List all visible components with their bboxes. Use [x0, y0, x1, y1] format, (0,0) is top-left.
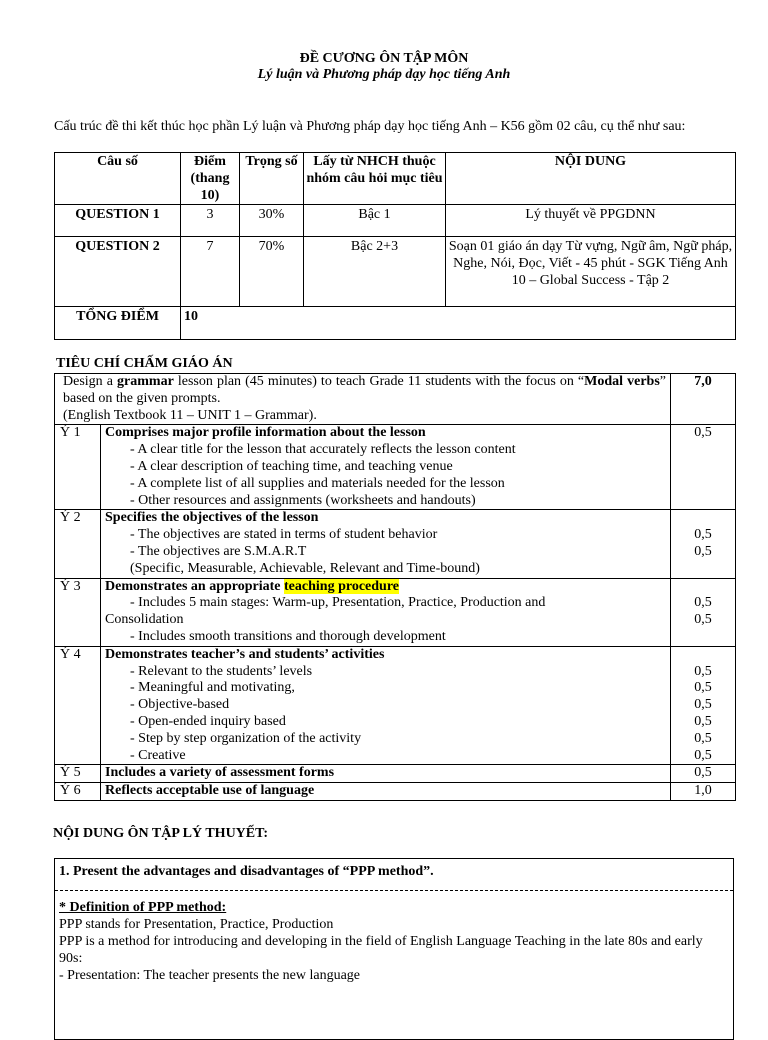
- review-line: PPP is a method for introducing and developing in the field of English Language Teaching in the late 80s and early 90s:: [59, 934, 703, 966]
- criterion-score: 0,5 0,5: [671, 510, 736, 578]
- criterion-score: 1,0: [671, 783, 736, 801]
- header-weight: Trọng số: [240, 153, 304, 205]
- task-description: Design a grammar lesson plan (45 minutes) to teach Grade 11 students with the focus on “Modal verbs” based on the given prompts. (English Textbook 11 – UNIT 1 – Grammar).: [55, 374, 671, 425]
- document-subtitle: Lý luận và Phương pháp dạy học tiếng Anh: [257, 67, 511, 82]
- document-title: ĐỀ CƯƠNG ÔN TẬP MÔN: [299, 51, 469, 66]
- review-body: [55, 891, 734, 1040]
- criterion-row-y4: [55, 646, 736, 765]
- criterion-score: 0,5: [671, 425, 736, 510]
- criterion-score: 0,5 0,5 0,5 0,5 0,5 0,5: [671, 646, 736, 765]
- table-row: [55, 237, 736, 307]
- exam-structure-table: [54, 152, 736, 340]
- criterion-content: Demonstrates teacher’s and students’ activities - Relevant to the students’ levels - Meaningful and motivating, - Objective-based - Open-ended inquiry based - Step by step organization of the activity - Creative: [101, 646, 671, 765]
- review-box: [54, 858, 734, 1040]
- criterion-label: Ý 2: [55, 510, 101, 578]
- review-line: PPP stands for Presentation, Practice, Production: [59, 917, 334, 932]
- criterion-label: Ý 3: [55, 578, 101, 646]
- criterion-score: 0,5: [671, 765, 736, 783]
- criterion-label: Ý 6: [55, 783, 101, 801]
- criteria-heading: TIÊU CHÍ CHẤM GIÁO ÁN: [56, 356, 233, 371]
- header-source: Lấy từ NHCH thuộc nhóm câu hỏi mục tiêu: [304, 153, 446, 205]
- criterion-label: Ý 5: [55, 765, 101, 783]
- weight-cell: 70%: [240, 237, 304, 307]
- total-label: TỔNG ĐIỂM: [55, 307, 181, 340]
- criteria-table: [54, 373, 736, 801]
- definition-heading: * Definition of PPP method:: [59, 900, 227, 915]
- score-cell: 7: [181, 237, 240, 307]
- review-heading: NỘI DUNG ÔN TẬP LÝ THUYẾT:: [53, 826, 269, 841]
- content-cell: Soạn 01 giáo án dạy Từ vựng, Ngữ âm, Ngữ pháp, Nghe, Nói, Đọc, Viết - 45 phút - SGK Tiếng Anh 10 – Global Success - Tập 2: [446, 237, 736, 307]
- header-question: Câu số: [55, 153, 181, 205]
- question-cell: QUESTION 2: [55, 237, 181, 307]
- highlighted-text: teaching procedure: [284, 578, 399, 594]
- criterion-content: Includes a variety of assessment forms: [101, 765, 671, 783]
- criterion-label: Ý 1: [55, 425, 101, 510]
- weight-cell: 30%: [240, 205, 304, 237]
- criterion-row-y5: [55, 765, 736, 783]
- task-score: 7,0: [671, 374, 736, 425]
- question-cell: QUESTION 1: [55, 205, 181, 237]
- criterion-score: 0,5 0,5: [671, 578, 736, 646]
- header-content: NỘI DUNG: [446, 153, 736, 205]
- task-row: [55, 374, 736, 425]
- criterion-row-y2: [55, 510, 736, 578]
- review-question-row: [55, 859, 734, 891]
- content-cell: Lý thuyết về PPGDNN: [446, 205, 736, 237]
- criterion-content: Reflects acceptable use of language: [101, 783, 671, 801]
- criterion-content: Demonstrates an appropriate teaching procedure - Includes 5 main stages: Warm-up, Presentation, Practice, Production and Consolidation - Includes smooth transitions and thorough development: [101, 578, 671, 646]
- review-question: 1. Present the advantages and disadvantages of “PPP method”.: [55, 859, 734, 891]
- criterion-row-y3: [55, 578, 736, 646]
- header-score: Điểm (thang 10): [181, 153, 240, 205]
- criterion-row-y1: [55, 425, 736, 510]
- criterion-content: Specifies the objectives of the lesson - The objectives are stated in terms of student behavior - The objectives are S.M.A.R.T (Specific, Measurable, Achievable, Relevant and Time-bound): [101, 510, 671, 578]
- criterion-row-y6: [55, 783, 736, 801]
- total-value: 10: [181, 307, 736, 340]
- criterion-content: Comprises major profile information about the lesson - A clear title for the lesson that accurately reflects the lesson content - A clear description of teaching time, and teaching venue - A complete list of all supplies and materials needed for the lesson - Other resources and assignments (worksheets and handouts): [101, 425, 671, 510]
- review-line: - Presentation: The teacher presents the new language: [59, 968, 361, 983]
- score-cell: 3: [181, 205, 240, 237]
- intro-paragraph: Cấu trúc đề thi kết thúc học phần Lý luận và Phương pháp dạy học tiếng Anh – K56 gồm 02 câu, cụ thể như sau:: [54, 119, 686, 134]
- total-row: [55, 307, 736, 340]
- criterion-label: Ý 4: [55, 646, 101, 765]
- source-cell: Bậc 2+3: [304, 237, 446, 307]
- table-row: [55, 205, 736, 237]
- table-header-row: [55, 153, 736, 205]
- review-body-row: [55, 891, 734, 1040]
- source-cell: Bậc 1: [304, 205, 446, 237]
